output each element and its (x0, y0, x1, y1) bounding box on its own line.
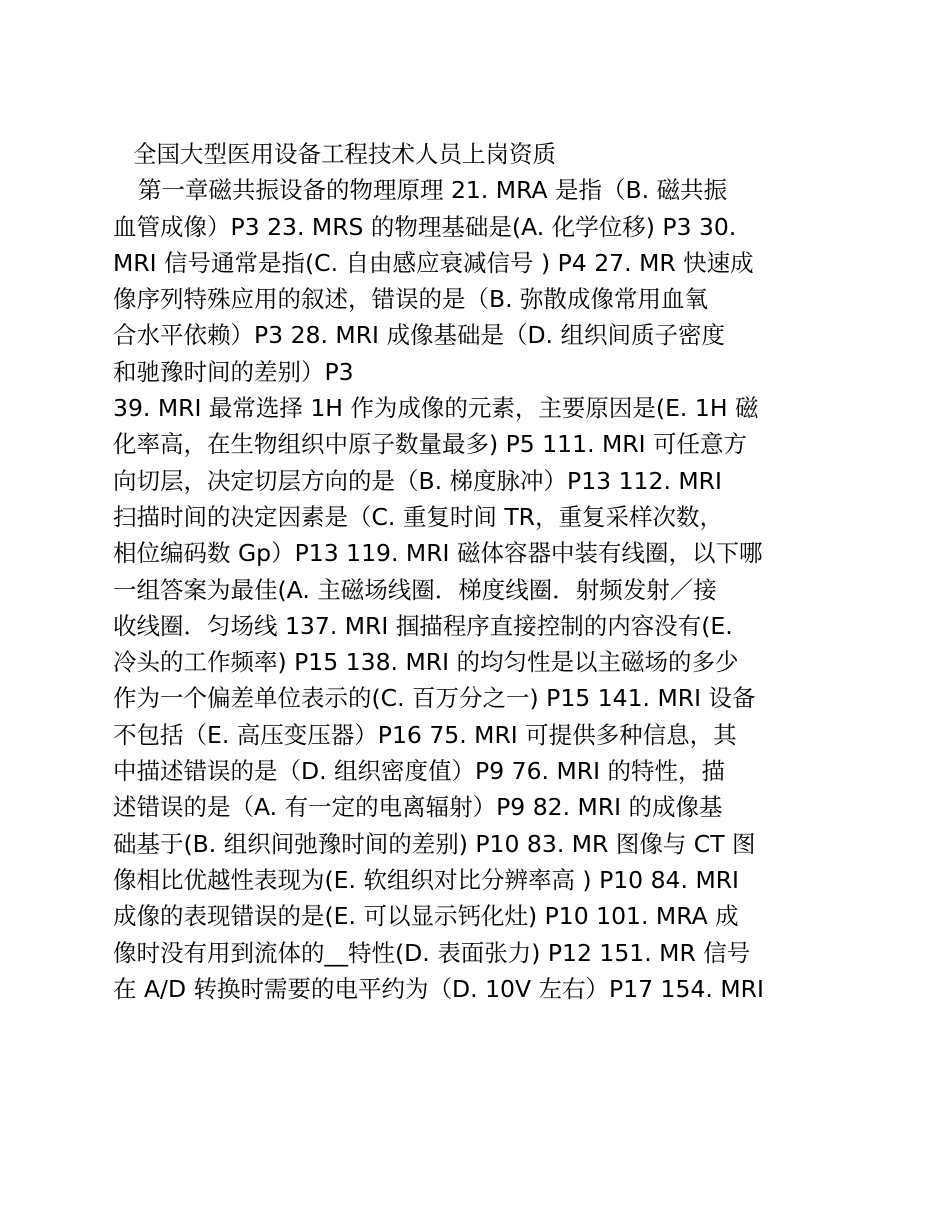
text-line: 扫描时间的决定因素是（C. 重复时间 TR，重复采样次数， (113, 502, 724, 531)
text-line: 第一章磁共振设备的物理原理 21. MRA 是指（B. 磁共振 (138, 176, 728, 205)
text-line: 和驰豫时间的差别）P3 (113, 357, 354, 386)
text-line: 收线圈．匀场线 137. MRI 掴描程序直接控制的内容没有(E. (113, 611, 733, 640)
text-line: 像时没有用到流体的__特性(D. 表面张力) P12 151. MR 信号 (113, 938, 751, 967)
text-line: 39. MRI 最常选择 1H 作为成像的元素，主要原因是(E. 1H 磁 (113, 394, 759, 423)
text-line: 成像的表现错误的是(E. 可以显示钙化灶) P10 101. MRA 成 (113, 902, 739, 931)
text-line: 向切层，决定切层方向的是（B. 梯度脉冲）P13 112. MRI (113, 466, 722, 495)
text-line: 合水平依赖）P3 28. MRI 成像基础是（D. 组织间质子密度 (113, 321, 725, 350)
text-line: 像序列特殊应用的叙述，错误的是（B. 弥散成像常用血氧 (113, 285, 709, 314)
text-line: 血管成像）P3 23. MRS 的物理基础是(A. 化学位移) P3 30. (113, 212, 737, 241)
document-title: 全国大型医用设备工程技术人员上岗资质 (133, 140, 556, 168)
text-line: 不包括（E. 高压变压器）P16 75. MRI 可提供多种信息，其 (113, 720, 737, 749)
text-line: 作为一个偏差单位表示的(C. 百万分之一) P15 141. MRI 设备 (113, 684, 756, 713)
text-line: 一组答案为最佳(A. 主磁场线圈．梯度线圈．射频发射／接 (113, 575, 717, 604)
text-line: 冷头的工作频率) P15 138. MRI 的均匀性是以主磁场的多少 (113, 648, 739, 677)
text-line: 中描述错误的是（D. 组织密度值）P9 76. MRI 的特性，描 (113, 757, 725, 786)
text-line: 相位编码数 Gp）P13 119. MRI 磁体容器中装有线圈，以下哪 (113, 539, 763, 568)
text-line: 像相比优越性表现为(E. 软组织对比分辨率高 ) P10 84. MRI (113, 865, 739, 894)
document-body (113, 136, 843, 1007)
text-line: 础基于(B. 组织间弛豫时间的差别) P10 83. MR 图像与 CT 图 (113, 829, 756, 858)
text-line: MRI 信号通常是指(C. 自由感应衰减信号 ) P4 27. MR 快速成 (113, 248, 754, 277)
text-line: 在 A/D 转换时需要的电平约为（D. 10V 左右）P17 154. MRI (113, 974, 764, 1003)
text-line: 化率高，在生物组织中原子数量最多) P5 111. MRI 可任意方 (113, 430, 748, 459)
text-line: 述错误的是（A. 有一定的电离辐射）P9 82. MRI 的成像基 (113, 793, 723, 822)
